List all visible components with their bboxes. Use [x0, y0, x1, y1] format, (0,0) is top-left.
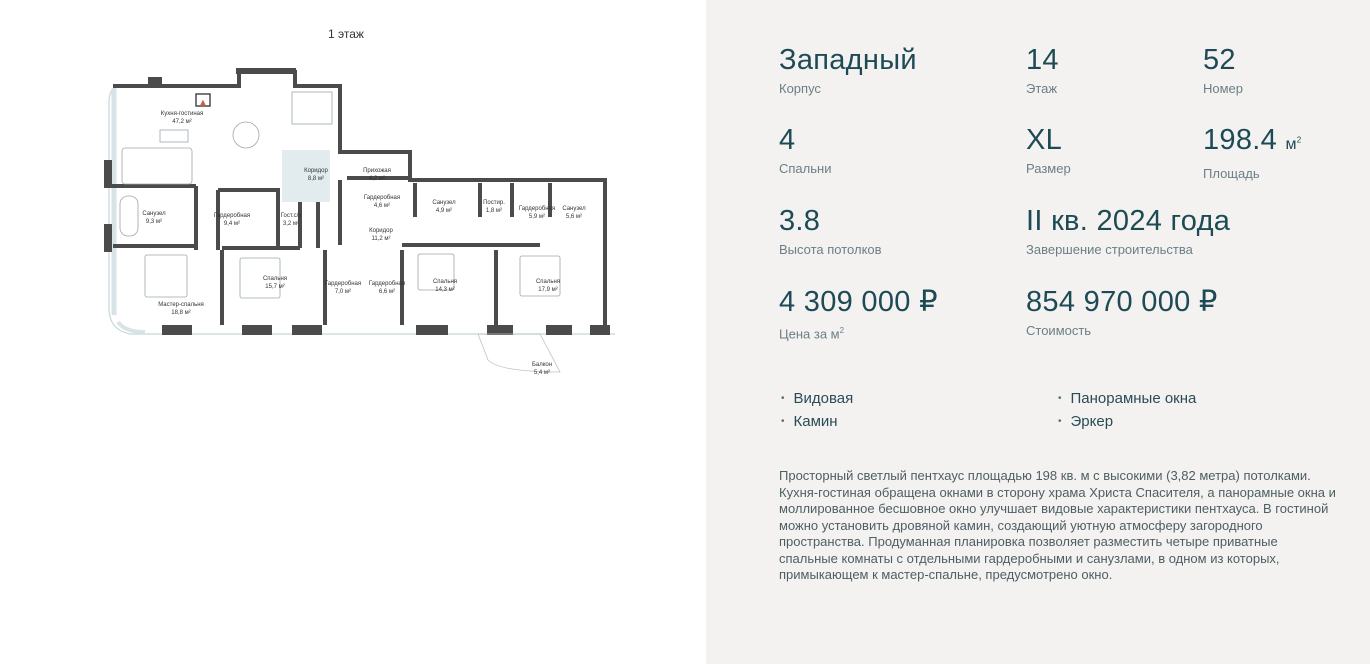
room-area: 4,9 м² — [435, 208, 453, 214]
feature-item: • Видовая — [781, 388, 853, 411]
room-label: Прихожая — [363, 168, 391, 174]
spec-label: Завершение строительства — [1026, 242, 1193, 257]
spec-value: 52 — [1203, 44, 1236, 76]
room-label: Санузел — [562, 206, 586, 212]
room-area: 4,6 м² — [373, 203, 391, 209]
room-label: Гардеробная — [518, 206, 556, 212]
apartment-description: Просторный светлый пентхаус площадью 198 кв. м с высокими (3,82 метра) потолками. Кухня-гостиная обращена окнами в сторону храма Христа Спасителя, а панорамные окна и моллированное бесшовное окно улучшает видовые характеристики пентхауса. В гостиной можно установить дровяной камин, создающий уютную атмосферу загородного пространства. Продуманная планировка позволяет разместить четыре приватные спальные комнаты с отдельными гардеробными и санузлами, в одном из которых, примыкающем к мастер-спальне, предусмотрено окно. — [779, 468, 1336, 582]
room-label: Гардеробная — [363, 195, 401, 201]
room-label: Гардеробная — [324, 281, 362, 287]
spec-label: Спальни — [779, 161, 832, 176]
spec-area: 198.4 $м^2$ Площадь — [1203, 124, 1302, 181]
spec-floor — [1026, 44, 1059, 98]
spec-value: 4 — [779, 124, 796, 156]
spec-label: Этаж — [1026, 81, 1058, 96]
room-label: Гардеробная — [213, 213, 251, 219]
spec-completion — [1026, 205, 1230, 259]
feature-item: • Камин — [781, 411, 853, 434]
room-label: Постир. — [483, 200, 505, 206]
room-label: Балкон — [531, 362, 553, 368]
spec-bedrooms — [779, 124, 831, 178]
floor-label: 1 этаж — [328, 27, 364, 41]
floor-plan — [100, 60, 620, 380]
spec-label: Корпус — [779, 81, 821, 96]
spec-ceiling — [779, 205, 882, 259]
room-label: Спальня — [535, 279, 561, 285]
room-area: 1,8 м² — [485, 208, 503, 214]
features-list-right — [1058, 388, 1196, 434]
spec-label: Размер — [1026, 161, 1071, 176]
room-label: Мастер-спальня — [158, 302, 204, 308]
spec-label: Номер — [1203, 81, 1244, 96]
spec-size — [1026, 124, 1071, 178]
spec-total-price — [1026, 286, 1218, 340]
room-area: 5,4 м² — [533, 370, 551, 376]
spec-number — [1203, 44, 1243, 98]
room-label: Санузел — [142, 211, 166, 217]
feature-item: • Панорамные окна — [1058, 388, 1196, 411]
spec-value: 14 — [1026, 44, 1059, 76]
spec-value: Западный — [779, 44, 917, 76]
spec-value: XL — [1026, 124, 1063, 156]
room-area: 18,8 м² — [171, 310, 191, 316]
room-label: Санузел — [432, 200, 456, 206]
room-area: 9,4 м² — [223, 221, 241, 227]
room-area: 9,3 м² — [145, 219, 163, 225]
room-label: Коридор — [369, 228, 393, 234]
room-area: 14,3 м² — [435, 287, 455, 293]
features-list-left — [781, 388, 853, 434]
room-area: 4,2 м² — [368, 176, 386, 182]
spec-price-per-m: 4 309 000 ₽ Цена за $м^2$ — [779, 286, 938, 342]
room-area: 3,2 м² — [282, 221, 300, 227]
room-area: 17,9 м² — [538, 287, 558, 293]
room-area: 5,9 м² — [528, 214, 546, 220]
spec-value: 4 309 000 ₽ — [779, 286, 938, 318]
feature-item: • Эркер — [1058, 411, 1196, 434]
spec-value: 854 970 000 ₽ — [1026, 286, 1218, 318]
room-label: Спальня — [432, 279, 458, 285]
spec-value: II кв. 2024 года — [1026, 205, 1231, 237]
room-label: Спальня — [262, 276, 288, 282]
room-area: 15,7 м² — [265, 284, 285, 290]
svg-text:▲: ▲ — [198, 97, 208, 107]
spec-building — [779, 44, 917, 98]
room-area: 7,0 м² — [334, 289, 352, 295]
spec-label: Площадь — [1203, 166, 1260, 181]
room-label: Гост.с/у — [280, 213, 302, 219]
room-label: Гардеробная — [368, 281, 406, 287]
room-area: 47,2 м² — [172, 119, 192, 125]
area-unit: м — [1285, 136, 1297, 153]
spec-value: 3.8 — [779, 205, 821, 237]
spec-label: Высота потолков — [779, 242, 882, 257]
room-area: 5,6 м² — [565, 214, 583, 220]
room-area: 8,8 м² — [307, 176, 325, 182]
spec-label: Цена за м — [779, 326, 840, 342]
room-area: 6,6 м² — [378, 289, 396, 295]
spec-value: 198.4 — [1203, 124, 1278, 156]
room-label: Коридор — [304, 168, 328, 174]
room-area: 11,2 м² — [371, 236, 391, 242]
spec-label: Стоимость — [1026, 323, 1092, 338]
room-label: Кухня-гостиная — [160, 111, 204, 117]
